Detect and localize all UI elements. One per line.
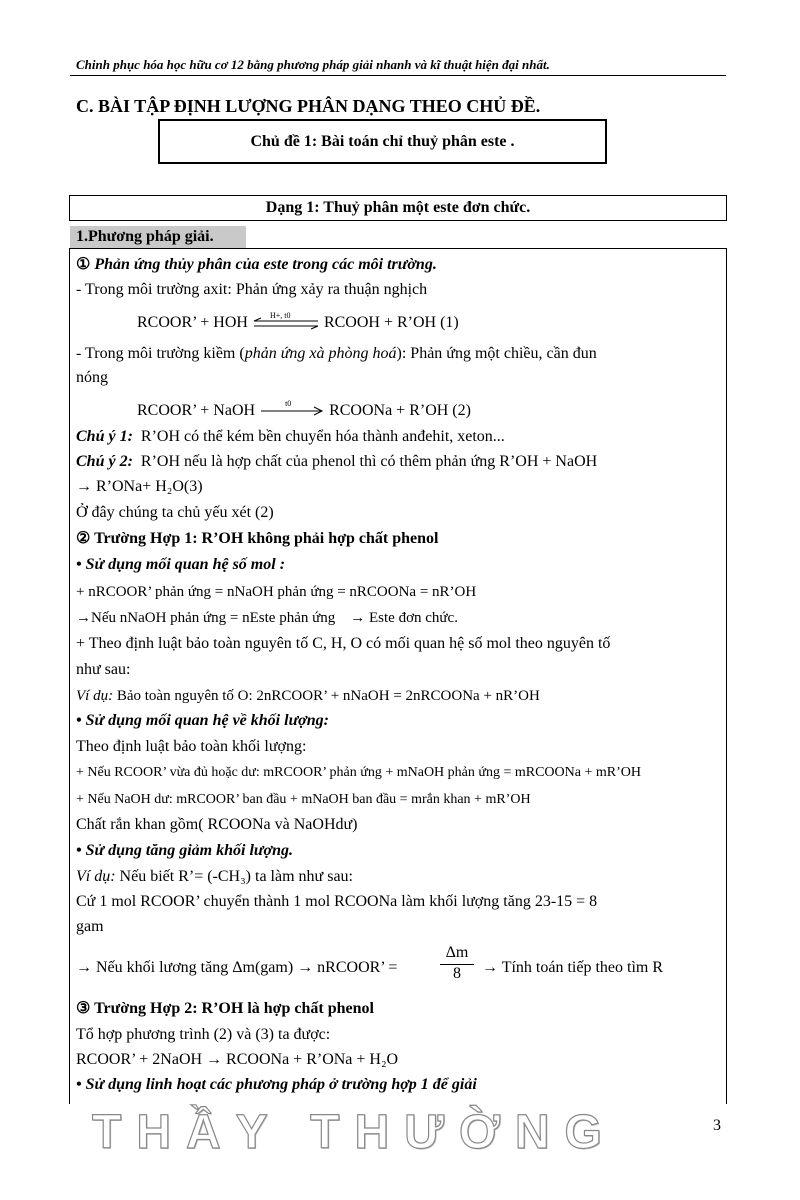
- mass-line-3: + Nếu NaOH dư: mRCOOR’ ban đầu + mNaOH ban đầu = mrắn khan + mR’OH: [76, 792, 531, 807]
- note-1: Chú ý 1: R’OH có thể kém bền chuyển hóa thành anđehit, xeton...: [76, 428, 505, 445]
- mol-relation-1: + nRCOOR’ phản ứng = nNaOH phản ứng = nRCOONa = nR’OH: [76, 584, 477, 600]
- method-title: 1.Phương pháp giải.: [70, 226, 246, 248]
- increase-line-1b: gam: [76, 918, 104, 935]
- mol-relation-3: + Theo định luật bảo toàn nguyên tố C, H, O có mối quan hệ số mol theo nguyên tố: [76, 635, 611, 652]
- use-increase-heading: • Sử dụng tăng giảm khối lượng.: [76, 842, 293, 859]
- base-env-line: - Trong môi trường kiềm (phản ứng xà phòng hoá): Phản ứng một chiều, cần đun: [76, 345, 597, 362]
- topic-title-box: [158, 119, 607, 164]
- fraction-numerator: Δm: [445, 944, 469, 961]
- topic-title: Chủ đề 1: Bài toán chỉ thuỷ phân este .: [250, 132, 515, 150]
- equation-1: [137, 313, 459, 333]
- circled-one-icon: ①: [76, 256, 91, 273]
- increase-line-2: → Nếu khối lương tăng Δm(gam) → nRCOOR’ =: [76, 959, 398, 976]
- mass-line-4: Chất rắn khan gồm( RCOONa và NaOHdư): [76, 816, 358, 833]
- form-title: Dạng 1: Thuỷ phân một este đơn chức.: [265, 199, 531, 216]
- section-title: C. BÀI TẬP ĐỊNH LƯỢNG PHÂN DẠNG THEO CHỦ ĐỀ.: [76, 96, 541, 116]
- note-2-cont: → R’ONa+ H₂O(3): [76, 478, 203, 495]
- eq1-condition: H+, t0: [269, 311, 291, 321]
- use-mol-heading: • Sử dụng mối quan hệ số mol :: [76, 556, 286, 573]
- fraction-denominator: 8: [440, 964, 474, 983]
- watermark: THẦY THƯỜNG: [92, 1106, 617, 1159]
- mass-line-1: Theo định luật bảo toàn khối lượng:: [76, 738, 307, 755]
- reversible-arrow-icon: [252, 311, 320, 330]
- eq2-condition: t0: [285, 399, 292, 409]
- case-1-heading: ② Trường Hợp 1: R’OH không phải hợp chất phenol: [76, 530, 439, 547]
- eq2-right: RCOONa + R’OH (2): [329, 402, 471, 419]
- increase-line-1: Cứ 1 mol RCOOR’ chuyển thành 1 mol RCOONa làm khối lượng tăng 23-15 = 8: [76, 893, 598, 910]
- base-env-line-2: nóng: [76, 369, 108, 386]
- use-mass-heading: • Sử dụng mối quan hệ về khối lượng:: [76, 712, 329, 729]
- example-2: Ví dụ: Nếu biết R’= (-CH₃) ta làm như sau:: [76, 868, 353, 885]
- increase-line-2b: → Tính toán tiếp theo tìm R: [482, 959, 664, 976]
- header-rule: [70, 75, 726, 76]
- use-flex-heading: • Sử dụng linh hoạt các phương pháp ở trường hợp 1 để giải: [76, 1076, 477, 1093]
- right-arrow-icon: [259, 399, 325, 418]
- eq1-left: RCOOR’ + HOH: [137, 314, 248, 331]
- mol-relation-2: →Nếu nNaOH phản ứng = nEste phản ứng → Este đơn chức.: [76, 610, 458, 626]
- eq1-right: RCOOH + R’OH (1): [323, 314, 459, 331]
- focus-line: Ở đây chúng ta chủ yếu xét (2): [76, 504, 274, 521]
- note-2: Chú ý 2: R’OH nếu là hợp chất của phenol thì có thêm phản ứng R’OH + NaOH: [76, 453, 598, 470]
- mass-line-2: + Nếu RCOOR’ vừa đủ hoặc dư: mRCOOR’ phản ứng + mNaOH phản ứng = mRCOONa + mR’OH: [76, 765, 641, 780]
- mol-relation-3b: như sau:: [76, 661, 131, 678]
- page-number: 3: [713, 1117, 721, 1134]
- circled-three-icon: ③: [76, 1000, 91, 1017]
- acid-env-line: - Trong môi trường axit: Phản ứng xảy ra thuận nghịch: [76, 281, 428, 298]
- form-title-box: [69, 195, 727, 221]
- page-header: Chinh phục hóa học hữu cơ 12 bằng phương pháp giải nhanh và kĩ thuật hiện đại nhất.: [76, 57, 550, 72]
- example-1: Ví dụ: Bảo toàn nguyên tố O: 2nRCOOR’ + nNaOH = 2nRCOONa + nR’OH: [76, 688, 540, 704]
- eq2-left: RCOOR’ + NaOH: [137, 402, 256, 419]
- fraction: [440, 944, 474, 983]
- equation-2: [137, 401, 471, 421]
- case-2-heading: ③ Trường Hợp 2: R’OH là hợp chất phenol: [76, 1000, 374, 1017]
- heading-text: Phản ứng thủy phân của este trong các môi trường.: [94, 256, 437, 273]
- combine-line-1: Tổ hợp phương trình (2) và (3) ta được:: [76, 1026, 331, 1043]
- combine-line-2: RCOOR’ + 2NaOH → RCOONa + R’ONa + H₂O: [76, 1051, 399, 1068]
- reaction-environment-heading: [76, 255, 437, 275]
- circled-two-icon: ②: [76, 530, 91, 547]
